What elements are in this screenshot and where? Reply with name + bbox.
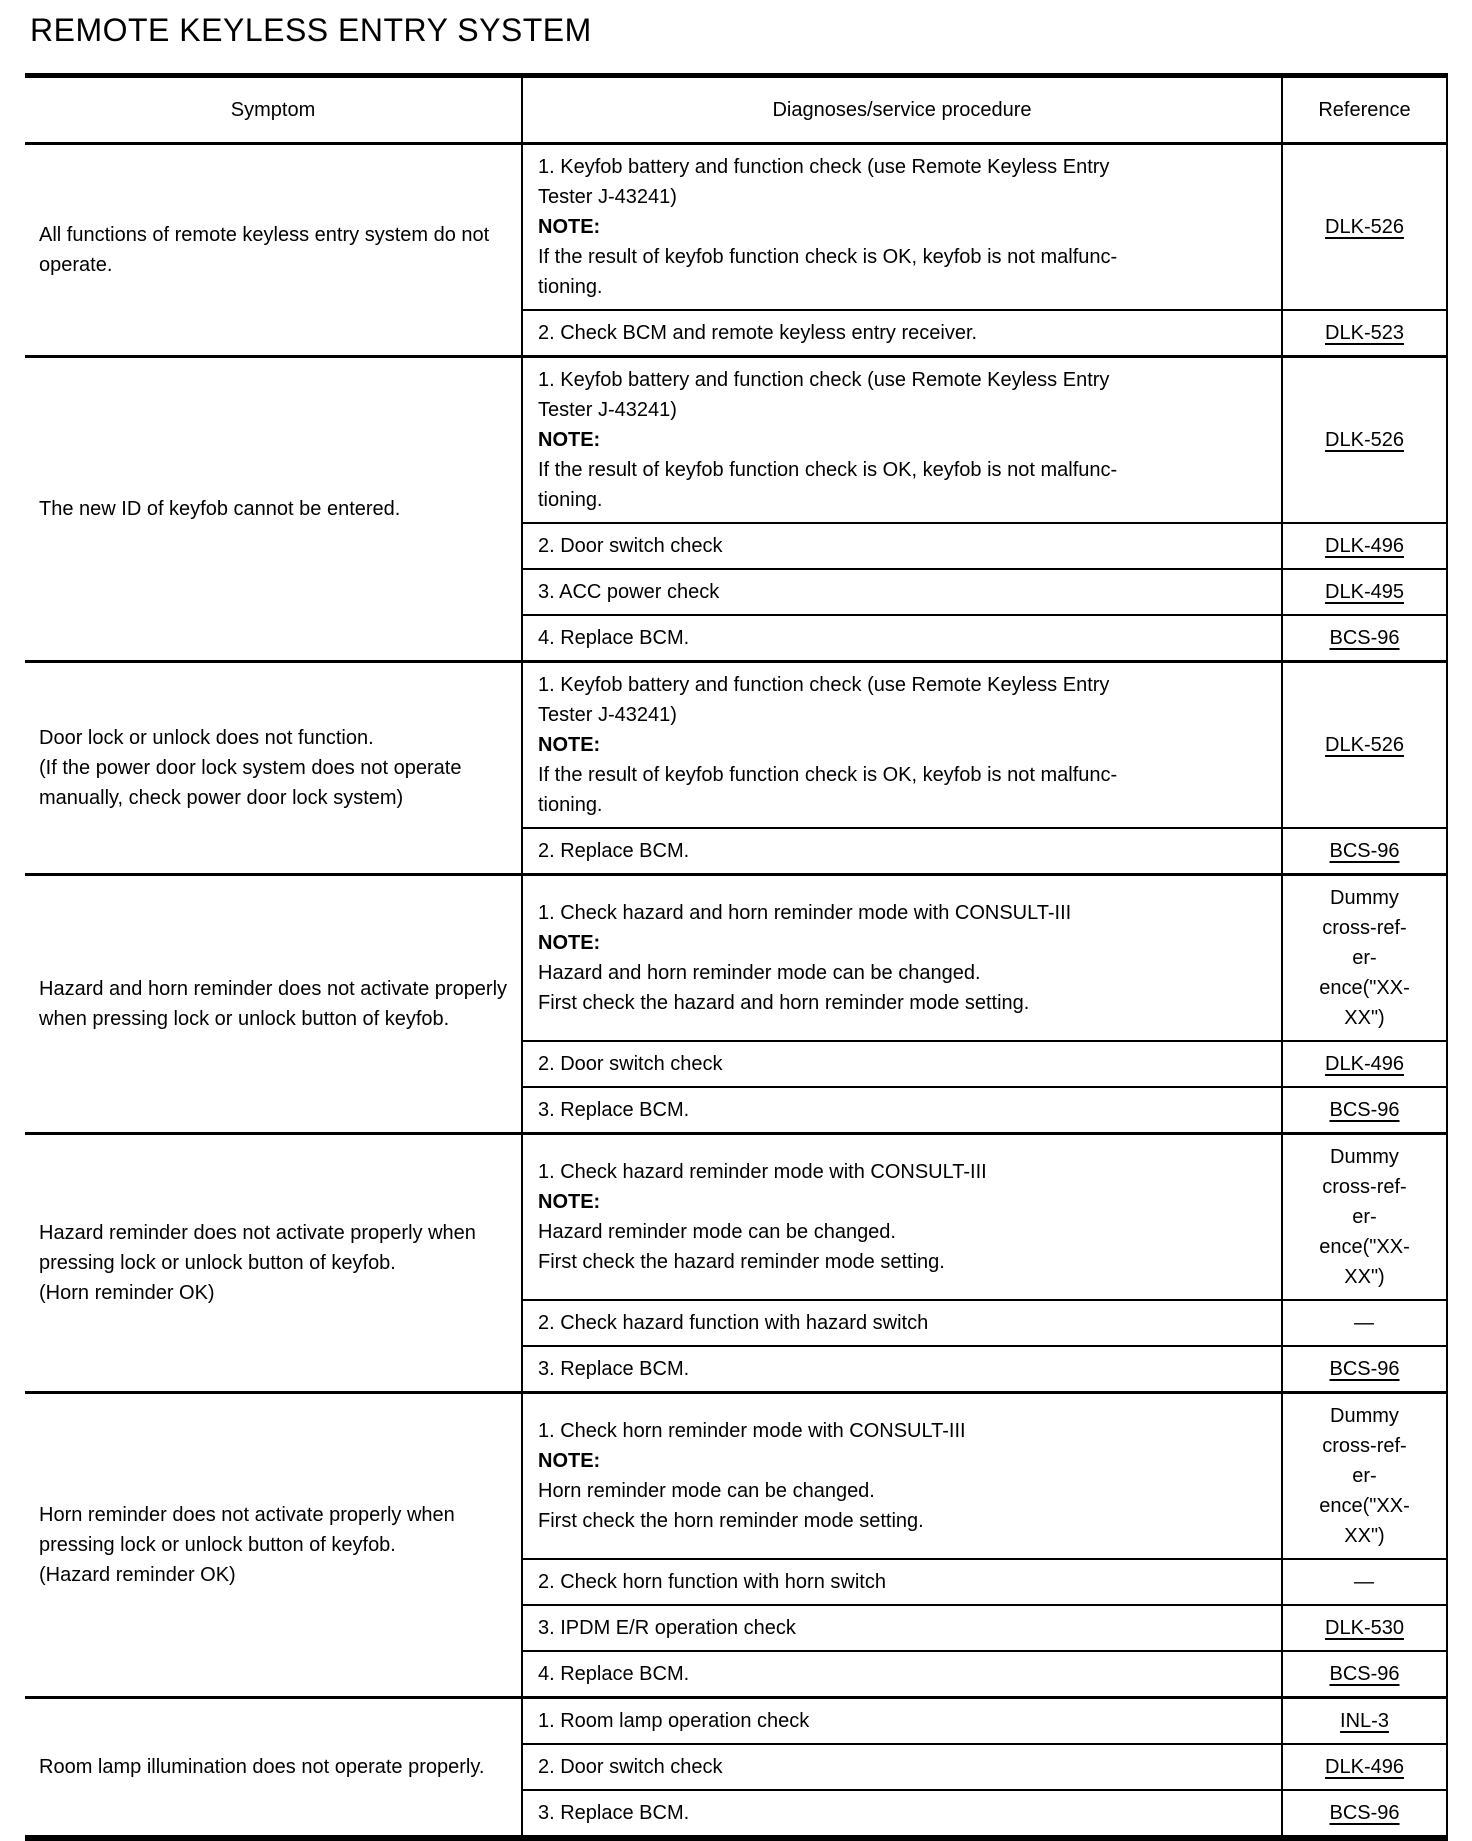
procedure-cell bbox=[522, 1346, 1282, 1393]
reference-cell bbox=[1282, 1041, 1447, 1087]
procedure-text-line: 2. Door switch check bbox=[538, 535, 723, 557]
procedure-cell bbox=[522, 357, 1282, 524]
procedure-cell bbox=[522, 569, 1282, 615]
procedure-cell bbox=[522, 1300, 1282, 1346]
procedure-cell bbox=[522, 523, 1282, 569]
reference-text-line: er- bbox=[1352, 1465, 1377, 1487]
symptom-text-line: operate. bbox=[39, 254, 113, 276]
reference-cell bbox=[1282, 1605, 1447, 1651]
reference-text-line: Dummy bbox=[1330, 1146, 1399, 1168]
reference-link[interactable]: BCS-96 bbox=[1329, 627, 1400, 649]
reference-cell bbox=[1282, 615, 1447, 662]
procedure-text-line: 1. Check horn reminder mode with CONSULT-III bbox=[538, 1420, 966, 1442]
reference-link[interactable]: BCS-96 bbox=[1329, 1663, 1400, 1685]
procedure-cell bbox=[522, 875, 1282, 1042]
reference-cell bbox=[1282, 828, 1447, 875]
reference-link[interactable]: DLK-526 bbox=[1325, 429, 1404, 451]
table-header-row bbox=[25, 76, 1447, 144]
procedure-text-line: 3. ACC power check bbox=[538, 581, 720, 603]
column-header-reference: Reference bbox=[1282, 76, 1447, 144]
symptom-text-line: Hazard and horn reminder does not activate properly bbox=[39, 978, 508, 1000]
procedure-text-line: 3. Replace BCM. bbox=[538, 1358, 690, 1380]
reference-text-line: er- bbox=[1352, 1206, 1377, 1228]
symptom-text-line: Room lamp illumination does not operate properly. bbox=[39, 1756, 485, 1778]
procedure-text-line: 1. Room lamp operation check bbox=[538, 1710, 810, 1732]
reference-cell bbox=[1282, 1134, 1447, 1301]
table-row bbox=[25, 1393, 1447, 1560]
reference-text-line: XX") bbox=[1344, 1266, 1385, 1288]
procedure-text-line: Tester J-43241) bbox=[538, 399, 677, 421]
reference-link[interactable]: DLK-526 bbox=[1325, 216, 1404, 238]
reference-cell bbox=[1282, 1087, 1447, 1134]
reference-cell bbox=[1282, 1790, 1447, 1838]
procedure-text-line: 3. IPDM E/R operation check bbox=[538, 1617, 796, 1639]
table-row bbox=[25, 662, 1447, 829]
symptom-text-line: Hazard reminder does not activate properly when bbox=[39, 1222, 476, 1244]
procedure-cell bbox=[522, 144, 1282, 311]
page-title: REMOTE KEYLESS ENTRY SYSTEM bbox=[30, 12, 592, 48]
table-header bbox=[25, 76, 1447, 144]
reference-link[interactable]: DLK-526 bbox=[1325, 734, 1404, 756]
symptom-cell bbox=[25, 662, 522, 875]
reference-cell bbox=[1282, 523, 1447, 569]
procedure-text-line: Tester J-43241) bbox=[538, 186, 677, 208]
procedure-cell bbox=[522, 310, 1282, 357]
procedure-cell bbox=[522, 1393, 1282, 1560]
table-row bbox=[25, 1134, 1447, 1301]
no-reference-dash: — bbox=[1354, 1571, 1375, 1593]
reference-text-line: cross-ref- bbox=[1322, 1435, 1407, 1457]
table-row bbox=[25, 357, 1447, 524]
procedure-text-line: 2. Door switch check bbox=[538, 1053, 723, 1075]
reference-text-line: ence("XX- bbox=[1319, 1236, 1410, 1258]
procedure-cell bbox=[522, 1087, 1282, 1134]
procedure-text-line: 2. Replace BCM. bbox=[538, 840, 690, 862]
no-reference-dash: — bbox=[1354, 1312, 1375, 1334]
table-body bbox=[25, 144, 1447, 1839]
reference-text-line: Dummy bbox=[1330, 1405, 1399, 1427]
reference-text-line: cross-ref- bbox=[1322, 1176, 1407, 1198]
procedure-text-line: tioning. bbox=[538, 276, 603, 298]
procedure-text-line: tioning. bbox=[538, 794, 603, 816]
reference-text-line: cross-ref- bbox=[1322, 917, 1407, 939]
symptom-text-line: (If the power door lock system does not operate bbox=[39, 757, 462, 779]
reference-text-line: XX") bbox=[1344, 1525, 1385, 1547]
procedure-text-line: Hazard and horn reminder mode can be changed. bbox=[538, 962, 981, 984]
reference-cell bbox=[1282, 1651, 1447, 1698]
symptom-text-line: The new ID of keyfob cannot be entered. bbox=[39, 498, 401, 520]
procedure-text-line: Hazard reminder mode can be changed. bbox=[538, 1221, 896, 1243]
reference-cell bbox=[1282, 1698, 1447, 1745]
procedure-text-line: 1. Check hazard and horn reminder mode with CONSULT-III bbox=[538, 902, 1072, 924]
procedure-cell bbox=[522, 1698, 1282, 1745]
procedure-cell bbox=[522, 1744, 1282, 1790]
reference-cell bbox=[1282, 1559, 1447, 1605]
procedure-text-line: 2. Door switch check bbox=[538, 1756, 723, 1778]
note-label: NOTE: bbox=[538, 216, 601, 238]
procedure-text-line: tioning. bbox=[538, 489, 603, 511]
procedure-cell bbox=[522, 1651, 1282, 1698]
note-label: NOTE: bbox=[538, 734, 601, 756]
reference-link[interactable]: DLK-495 bbox=[1325, 581, 1404, 603]
column-header-procedure: Diagnoses/service procedure bbox=[522, 76, 1282, 144]
procedure-cell bbox=[522, 662, 1282, 829]
reference-cell bbox=[1282, 662, 1447, 829]
procedure-text-line: 3. Replace BCM. bbox=[538, 1099, 690, 1121]
symptom-cell bbox=[25, 1134, 522, 1393]
reference-text-line: ence("XX- bbox=[1319, 977, 1410, 999]
reference-cell bbox=[1282, 1744, 1447, 1790]
procedure-text-line: 2. Check BCM and remote keyless entry receiver. bbox=[538, 322, 978, 344]
procedure-text-line: First check the hazard and horn reminder mode setting. bbox=[538, 992, 1030, 1014]
procedure-text-line: First check the horn reminder mode setting. bbox=[538, 1510, 924, 1532]
reference-text-line: er- bbox=[1352, 947, 1377, 969]
symptom-text-line: when pressing lock or unlock button of keyfob. bbox=[39, 1008, 450, 1030]
note-label: NOTE: bbox=[538, 1191, 601, 1213]
procedure-cell bbox=[522, 1134, 1282, 1301]
procedure-text-line: 1. Keyfob battery and function check (use Remote Keyless Entry bbox=[538, 674, 1110, 696]
procedure-text-line: First check the hazard reminder mode setting. bbox=[538, 1251, 945, 1273]
procedure-cell bbox=[522, 1790, 1282, 1838]
table-row bbox=[25, 875, 1447, 1042]
procedure-cell bbox=[522, 1041, 1282, 1087]
reference-cell bbox=[1282, 357, 1447, 524]
procedure-text-line: 1. Keyfob battery and function check (use Remote Keyless Entry bbox=[538, 156, 1110, 178]
reference-cell bbox=[1282, 310, 1447, 357]
procedure-cell bbox=[522, 828, 1282, 875]
symptom-text-line: pressing lock or unlock button of keyfob. bbox=[39, 1534, 396, 1556]
reference-link[interactable]: DLK-496 bbox=[1325, 535, 1404, 557]
procedure-text-line: If the result of keyfob function check is OK, keyfob is not malfunc- bbox=[538, 459, 1118, 481]
symptom-text-line: All functions of remote keyless entry system do not bbox=[39, 224, 490, 246]
procedure-text-line: 3. Replace BCM. bbox=[538, 1802, 690, 1824]
reference-cell bbox=[1282, 875, 1447, 1042]
reference-link[interactable]: INL-3 bbox=[1340, 1710, 1389, 1732]
reference-link[interactable]: DLK-496 bbox=[1325, 1053, 1404, 1075]
table-row bbox=[25, 144, 1447, 311]
reference-cell bbox=[1282, 1393, 1447, 1560]
note-label: NOTE: bbox=[538, 1450, 601, 1472]
note-label: NOTE: bbox=[538, 429, 601, 451]
procedure-text-line: 4. Replace BCM. bbox=[538, 627, 690, 649]
symptom-text-line: Horn reminder does not activate properly when bbox=[39, 1504, 455, 1526]
procedure-cell bbox=[522, 1559, 1282, 1605]
column-header-symptom: Symptom bbox=[25, 76, 522, 144]
reference-text-line: XX") bbox=[1344, 1007, 1385, 1029]
reference-cell bbox=[1282, 144, 1447, 311]
reference-text-line: Dummy bbox=[1330, 887, 1399, 909]
symptom-cell bbox=[25, 357, 522, 662]
procedure-text-line: 1. Check hazard reminder mode with CONSULT-III bbox=[538, 1161, 987, 1183]
symptom-cell bbox=[25, 1698, 522, 1839]
procedure-cell bbox=[522, 1605, 1282, 1651]
procedure-text-line: 2. Check horn function with horn switch bbox=[538, 1571, 886, 1593]
procedure-cell bbox=[522, 615, 1282, 662]
reference-link[interactable]: DLK-496 bbox=[1325, 1756, 1404, 1778]
reference-cell bbox=[1282, 1300, 1447, 1346]
symptom-text-line: manually, check power door lock system) bbox=[39, 787, 404, 809]
symptom-cell bbox=[25, 875, 522, 1134]
reference-cell bbox=[1282, 1346, 1447, 1393]
symptom-diagnosis-table bbox=[25, 73, 1448, 1841]
reference-text-line: ence("XX- bbox=[1319, 1495, 1410, 1517]
procedure-text-line: 2. Check hazard function with hazard switch bbox=[538, 1312, 929, 1334]
reference-link[interactable]: DLK-523 bbox=[1325, 322, 1404, 344]
procedure-text-line: 1. Keyfob battery and function check (use Remote Keyless Entry bbox=[538, 369, 1110, 391]
procedure-text-line: If the result of keyfob function check is OK, keyfob is not malfunc- bbox=[538, 764, 1118, 786]
reference-cell bbox=[1282, 569, 1447, 615]
symptom-text-line: (Hazard reminder OK) bbox=[39, 1564, 236, 1586]
note-label: NOTE: bbox=[538, 932, 601, 954]
reference-link[interactable]: BCS-96 bbox=[1329, 1802, 1400, 1824]
procedure-text-line: 4. Replace BCM. bbox=[538, 1663, 690, 1685]
table-row bbox=[25, 1698, 1447, 1745]
symptom-text-line: Door lock or unlock does not function. bbox=[39, 727, 374, 749]
symptom-cell bbox=[25, 144, 522, 357]
reference-link[interactable]: BCS-96 bbox=[1329, 840, 1400, 862]
symptom-text-line: pressing lock or unlock button of keyfob. bbox=[39, 1252, 396, 1274]
symptom-text-line: (Horn reminder OK) bbox=[39, 1282, 215, 1304]
reference-link[interactable]: BCS-96 bbox=[1329, 1358, 1400, 1380]
symptom-cell bbox=[25, 1393, 522, 1698]
procedure-text-line: Tester J-43241) bbox=[538, 704, 677, 726]
reference-link[interactable]: DLK-530 bbox=[1325, 1617, 1404, 1639]
procedure-text-line: Horn reminder mode can be changed. bbox=[538, 1480, 875, 1502]
procedure-text-line: If the result of keyfob function check is OK, keyfob is not malfunc- bbox=[538, 246, 1118, 268]
reference-link[interactable]: BCS-96 bbox=[1329, 1099, 1400, 1121]
